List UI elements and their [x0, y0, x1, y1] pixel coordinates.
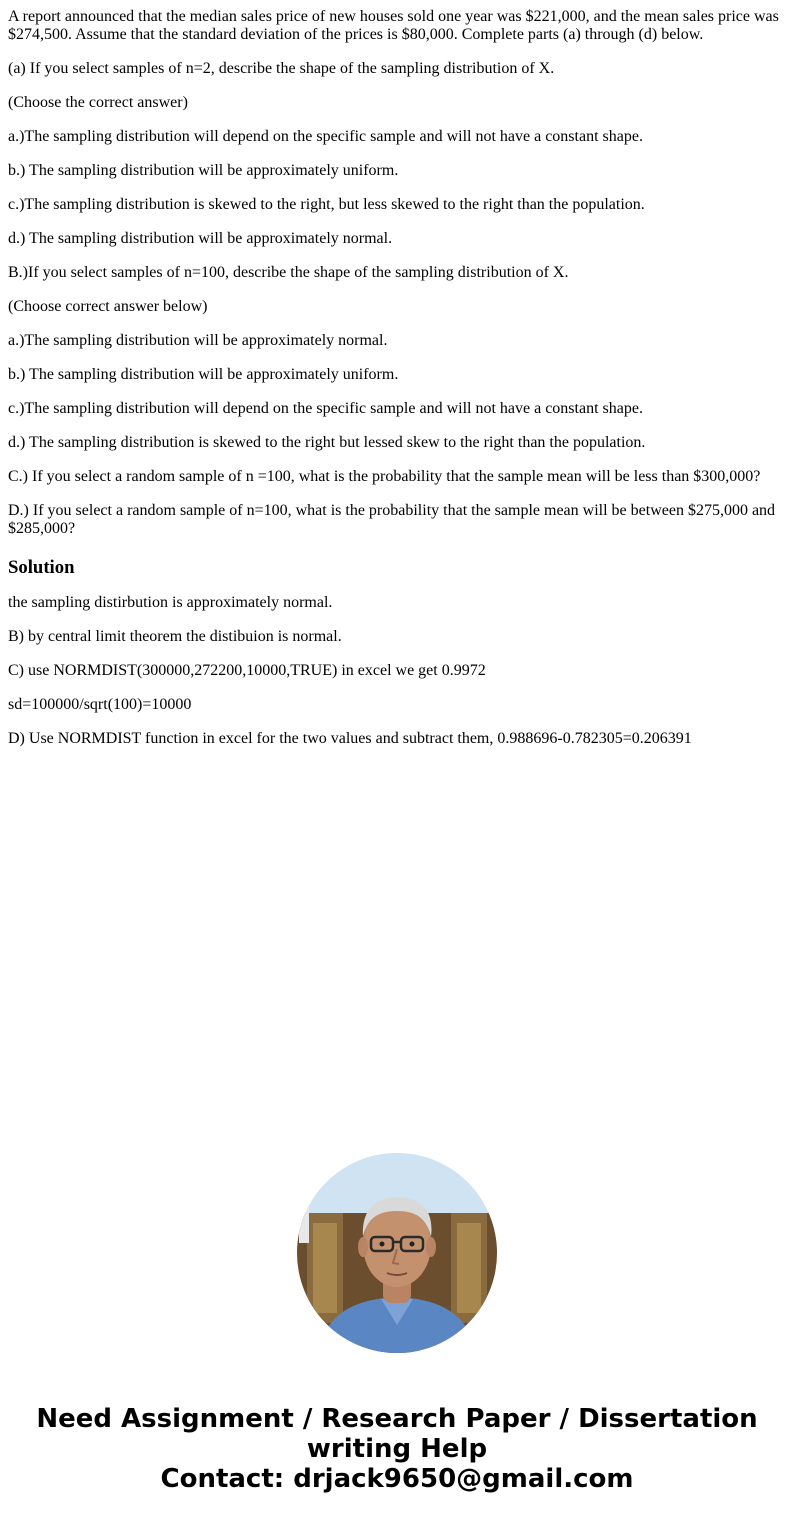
part-d-question: D.) If you select a random sample of n=100, what is the probability that the sample mean will be between $275,000 and $285,000? — [8, 502, 776, 537]
solution-line-b: B) by central limit theorem the distibuion is normal. — [8, 628, 342, 645]
part-a-option-a: a.)The sampling distribution will depend on the specific sample and will not have a constant shape. — [8, 128, 643, 145]
promo-banner — [0, 1404, 794, 1494]
solution-heading: Solution — [8, 557, 75, 578]
part-a-prompt: (a) If you select samples of n=2, describe the shape of the sampling distribution of X. — [8, 60, 555, 77]
part-b-option-d: d.) The sampling distribution is skewed to the right but lessed skew to the right than the population. — [8, 434, 646, 451]
part-b-instruction: (Choose correct answer below) — [8, 298, 208, 315]
part-b-option-a: a.)The sampling distribution will be approximately normal. — [8, 332, 388, 349]
part-a-option-c: c.)The sampling distribution is skewed to the right, but less skewed to the right than the population. — [8, 196, 645, 213]
part-b-option-b: b.) The sampling distribution will be approximately uniform. — [8, 366, 399, 383]
part-a-option-d: d.) The sampling distribution will be approximately normal. — [8, 230, 393, 247]
solution-line-a: the sampling distirbution is approximately normal. — [8, 594, 333, 611]
question-intro: A report announced that the median sales price of new houses sold one year was $221,000, and the mean sales price was $274,500. Assume that the standard deviation of the prices is $80,000. Complete parts (a) through (d) below. — [8, 8, 779, 43]
question-document — [8, 8, 786, 764]
promo-line-1: Need Assignment / Research Paper / Dissertation — [36, 1404, 758, 1434]
part-b-prompt: B.)If you select samples of n=100, describe the shape of the sampling distribution of X. — [8, 264, 569, 281]
solution-line-d: D) Use NORMDIST function in excel for the two values and subtract them, 0.988696-0.782305=0.206391 — [8, 730, 692, 747]
part-a-instruction: (Choose the correct answer) — [8, 94, 188, 111]
part-a-option-b: b.) The sampling distribution will be approximately uniform. — [8, 162, 399, 179]
solution-line-sd: sd=100000/sqrt(100)=10000 — [8, 696, 192, 713]
person-portrait-icon — [297, 1153, 497, 1353]
promo-line-2: writing Help — [306, 1434, 488, 1464]
part-b-option-c: c.)The sampling distribution will depend on the specific sample and will not have a constant shape. — [8, 400, 643, 417]
avatar-illustration — [297, 1153, 497, 1353]
solution-line-c: C) use NORMDIST(300000,272200,10000,TRUE) in excel we get 0.9972 — [8, 662, 486, 679]
part-c-question: C.) If you select a random sample of n =100, what is the probability that the sample mean will be less than $300,000? — [8, 468, 761, 485]
promo-contact: Contact: drjack9650@gmail.com — [160, 1464, 634, 1494]
